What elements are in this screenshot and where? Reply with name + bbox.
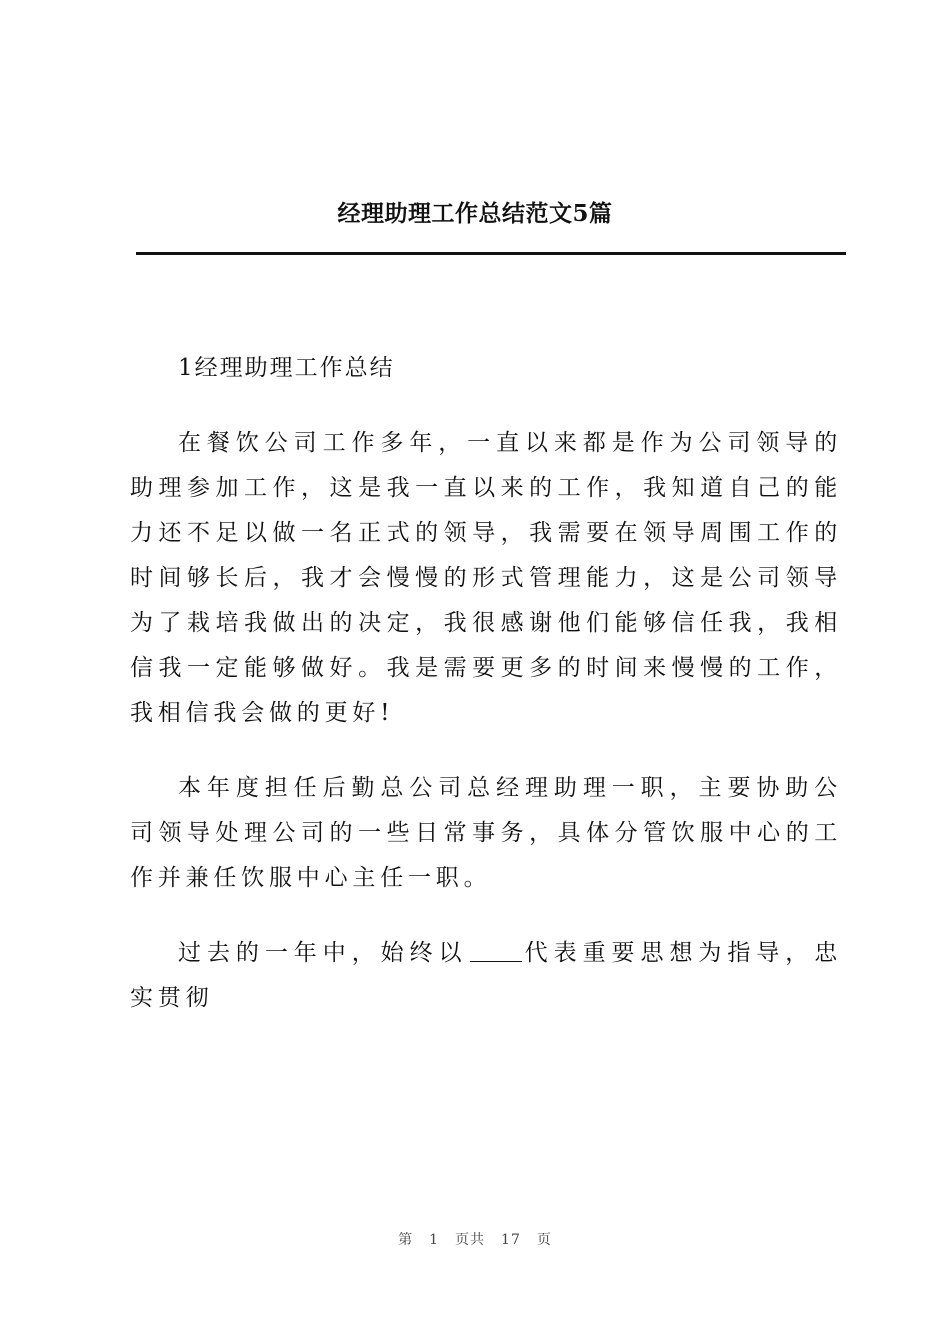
fill-in-blank	[470, 941, 522, 962]
title-underline	[136, 252, 846, 255]
footer-prefix: 第	[398, 1232, 414, 1248]
paragraph-1: 在餐饮公司工作多年，一直以来都是作为公司领导的助理参加工作，这是我一直以来的工作，我知道自己的能力还不足以做一名正式的领导，我需要在领导周围工作的时间够长后，我才会慢慢的形式管理能力，这是公司领导为了栽培我做出的决定，我很感谢他们能够信任我，我相信我一定能够做好。我是需要更多的时间来慢慢的工作，我相信我会做的更好!	[130, 430, 842, 726]
paragraph-3-text-end: 代表重要思想为指导，忠实贯彻	[130, 940, 843, 1011]
footer-page-number: 1	[429, 1232, 440, 1248]
document-title: 经理助理工作总结范文5篇	[337, 200, 613, 227]
document-body	[130, 346, 842, 1051]
footer-total-pages: 17	[501, 1232, 521, 1248]
paragraph-3	[130, 931, 842, 1021]
page-footer	[0, 1229, 950, 1249]
paragraph-3-text-start: 过去的一年中，始终以	[178, 940, 468, 966]
paragraph-2: 本年度担任后勤总公司总经理助理一职，主要协助公司领导处理公司的一些日常事务，具体分管饮服中心的工作并兼任饮服中心主任一职。	[130, 775, 842, 891]
footer-middle: 页共	[455, 1232, 486, 1248]
section-heading: 1经理助理工作总结	[178, 355, 395, 381]
footer-suffix: 页	[536, 1232, 552, 1248]
